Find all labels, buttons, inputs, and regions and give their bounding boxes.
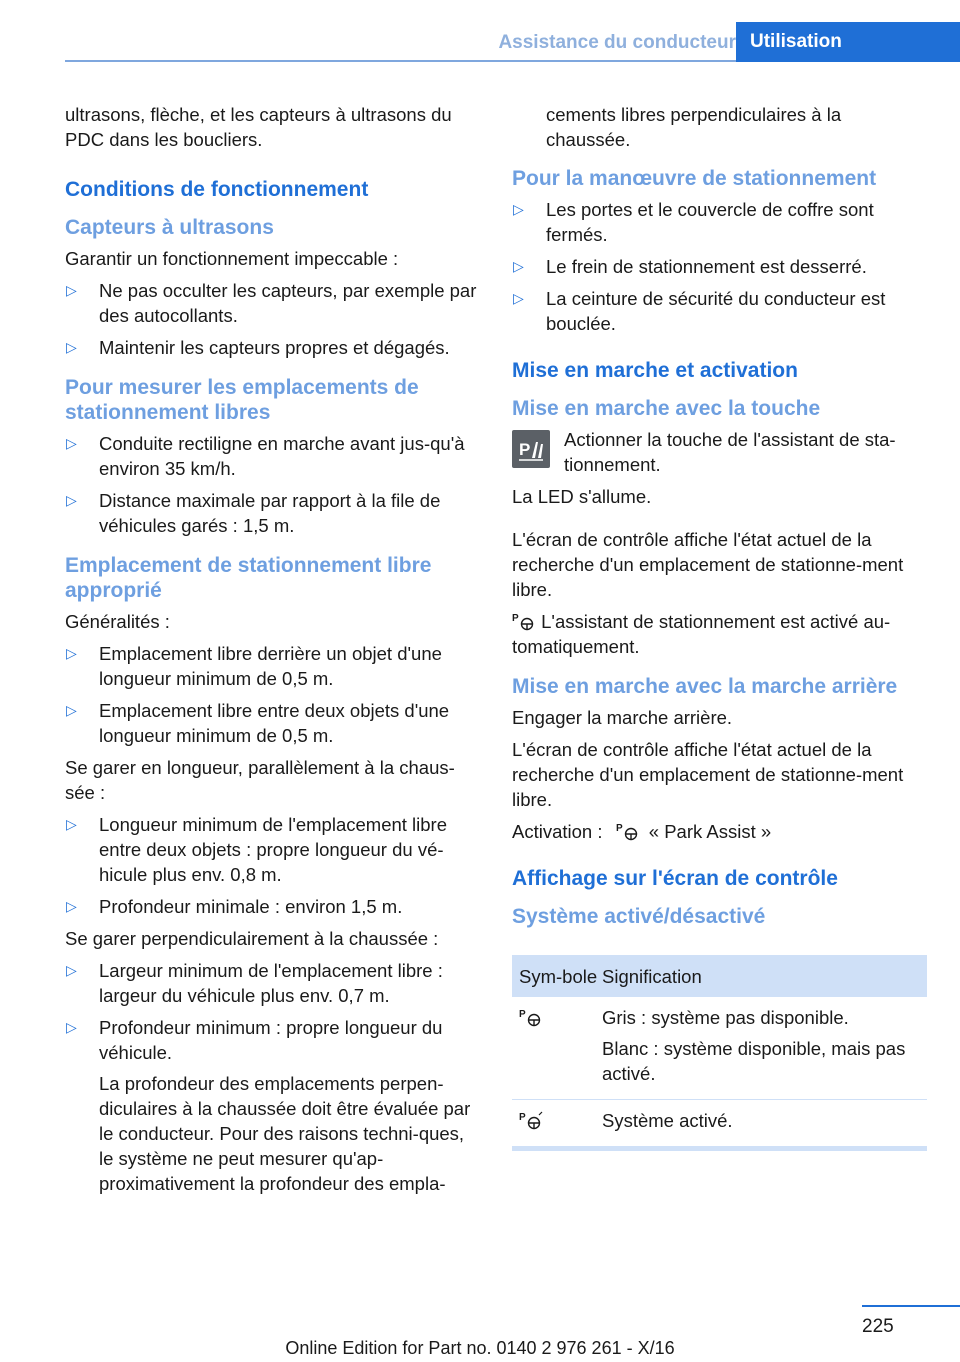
generalites-list bbox=[65, 641, 480, 748]
park-assist-button-icon bbox=[512, 430, 550, 468]
capteurs-intro: Garantir un fonctionnement impeccable : bbox=[65, 248, 399, 269]
header-chapter-tab: Utilisation bbox=[736, 22, 960, 62]
generalites-label: Généralités : bbox=[65, 611, 170, 632]
footer-rule bbox=[862, 1305, 960, 1307]
list-item: ▷ Le frein de stationnement est desserré. bbox=[513, 256, 867, 277]
triangle-bullet-icon: ▷ bbox=[513, 258, 524, 274]
right-column bbox=[512, 102, 927, 1151]
list-item: ▷ Les portes et le couvercle de coffre sont fermés. bbox=[513, 199, 874, 245]
activation-line: Activation : P « Park Assist » bbox=[512, 821, 772, 842]
triangle-bullet-icon: ▷ bbox=[513, 201, 524, 217]
table-cell: Système activé. bbox=[602, 1110, 733, 1131]
manoeuvre-list bbox=[512, 197, 927, 336]
triangle-bullet-icon: ▷ bbox=[66, 339, 77, 355]
list-item: ▷ Conduite rectiligne en marche avant jus-qu'à environ 35 km/h. bbox=[66, 433, 465, 479]
triangle-bullet-icon: ▷ bbox=[66, 282, 77, 298]
park-assist-icon bbox=[616, 821, 640, 841]
list-item: ▷ Maintenir les capteurs propres et dégagés. bbox=[66, 337, 450, 358]
table-row bbox=[512, 1100, 927, 1146]
ecran-text-2: L'écran de contrôle affiche l'état actuel de la recherche d'un emplacement de stationne-ment libre. bbox=[512, 739, 904, 810]
page-number: 225 bbox=[862, 1316, 894, 1337]
heading-capteurs: Capteurs à ultrasons bbox=[65, 216, 274, 239]
active-auto-text: P L'assistant de stationnement est activé au-tomatiquement. bbox=[512, 611, 891, 657]
header-section-title: Assistance du conducteur bbox=[498, 32, 736, 53]
triangle-bullet-icon: ▷ bbox=[66, 702, 77, 718]
svg-text:P: P bbox=[512, 613, 519, 624]
perp-list bbox=[65, 958, 480, 1196]
perp-sub-paragraph: La profondeur des emplacements perpen-diculaires à la chaussée doit être évaluée par le conducteur. Pour des raisons techni-ques, le système ne peut mesurer qu'ap-proximativement la profondeur des empla- bbox=[99, 1073, 471, 1194]
list-item: ▷ Ne pas occulter les capteurs, par exemple par des autocollants. bbox=[66, 280, 477, 326]
column-header-symbol: Sym-bole bbox=[519, 966, 598, 987]
table-header bbox=[512, 955, 927, 997]
left-column bbox=[65, 102, 480, 1203]
table-row bbox=[512, 997, 927, 1100]
heading-emplacement: Emplacement de stationnement libre approprié bbox=[65, 554, 432, 602]
heading-mise-en-marche: Mise en marche et activation bbox=[512, 359, 798, 382]
footer-edition: Online Edition for Part no. 0140 2 976 261 - X/16 bbox=[285, 1338, 675, 1358]
longueur-intro: Se garer en longueur, parallèlement à la chaus-sée : bbox=[65, 757, 455, 803]
svg-text:P: P bbox=[519, 1009, 526, 1020]
table-cell: Blanc : système disponible, mais pas activé. bbox=[602, 1038, 906, 1084]
engager-text: Engager la marche arrière. bbox=[512, 707, 733, 728]
perp-intro: Se garer perpendiculairement à la chaussée : bbox=[65, 928, 439, 949]
triangle-bullet-icon: ▷ bbox=[66, 816, 77, 832]
heading-systeme: Système activé/désactivé bbox=[512, 905, 766, 928]
triangle-bullet-icon: ▷ bbox=[66, 962, 77, 978]
park-assist-active-icon bbox=[519, 1110, 543, 1130]
heading-touche: Mise en marche avec la touche bbox=[512, 397, 821, 420]
heading-mesurer: Pour mesurer les emplacements de stationnement libres bbox=[65, 376, 419, 424]
heading-affichage: Affichage sur l'écran de contrôle bbox=[512, 867, 838, 890]
list-item: ▷ Profondeur minimum : propre longueur du véhicule. La profondeur des emplacements perpen-diculaires à la chaussée doit être évaluée par le conducteur. Pour des raisons techni-ques, le système ne peut mesurer qu'ap-proximativement la profondeur des empla- bbox=[65, 1015, 480, 1196]
park-assist-icon bbox=[519, 1007, 543, 1027]
list-item: ▷ La ceinture de sécurité du conducteur est bouclée. bbox=[513, 288, 886, 334]
heading-manoeuvre: Pour la manœuvre de stationnement bbox=[512, 167, 877, 190]
list-item: ▷ Emplacement libre derrière un objet d'une longueur minimum de 0,5 m. bbox=[66, 643, 442, 689]
triangle-bullet-icon: ▷ bbox=[66, 1019, 77, 1035]
touche-instruction: P Actionner la touche de l'assistant de sta-tionnement. bbox=[512, 427, 927, 477]
ecran-text-1: L'écran de contrôle affiche l'état actuel de la recherche d'un emplacement de stationne-ment libre. bbox=[512, 529, 904, 600]
heading-marche-arriere: Mise en marche avec la marche arrière bbox=[512, 675, 898, 698]
triangle-bullet-icon: ▷ bbox=[66, 645, 77, 661]
continued-text: cements libres perpendiculaires à la chaussée. bbox=[546, 104, 842, 150]
list-item: ▷ Largeur minimum de l'emplacement libre : largeur du véhicule plus env. 0,7 m. bbox=[66, 960, 443, 1006]
heading-conditions: Conditions de fonctionnement bbox=[65, 178, 369, 201]
longueur-list bbox=[65, 812, 480, 919]
triangle-bullet-icon: ▷ bbox=[66, 435, 77, 451]
symbol-table bbox=[512, 955, 927, 1151]
svg-text:P: P bbox=[519, 440, 531, 459]
led-text: La LED s'allume. bbox=[512, 486, 652, 507]
svg-text:P: P bbox=[519, 1112, 526, 1123]
list-item: ▷ Distance maximale par rapport à la file de véhicules garés : 1,5 m. bbox=[66, 490, 441, 536]
triangle-bullet-icon: ▷ bbox=[66, 492, 77, 508]
list-item: ▷ Emplacement libre entre deux objets d'une longueur minimum de 0,5 m. bbox=[66, 700, 450, 746]
page-header bbox=[65, 22, 960, 62]
park-assist-icon bbox=[512, 611, 536, 631]
list-item: ▷ Longueur minimum de l'emplacement libre entre deux objets : propre longueur du vé-hicule plus env. 0,8 m. bbox=[66, 814, 448, 885]
svg-text:P: P bbox=[615, 823, 623, 834]
intro-paragraph: ultrasons, flèche, et les capteurs à ultrasons du PDC dans les boucliers. bbox=[65, 104, 452, 150]
capteurs-list bbox=[65, 278, 480, 360]
table-cell: Gris : système pas disponible. bbox=[602, 1007, 849, 1028]
triangle-bullet-icon: ▷ bbox=[513, 290, 524, 306]
triangle-bullet-icon: ▷ bbox=[66, 898, 77, 914]
column-header-meaning: Signification bbox=[602, 966, 702, 987]
list-item: ▷ Profondeur minimale : environ 1,5 m. bbox=[66, 896, 403, 917]
mesurer-list bbox=[65, 431, 480, 538]
